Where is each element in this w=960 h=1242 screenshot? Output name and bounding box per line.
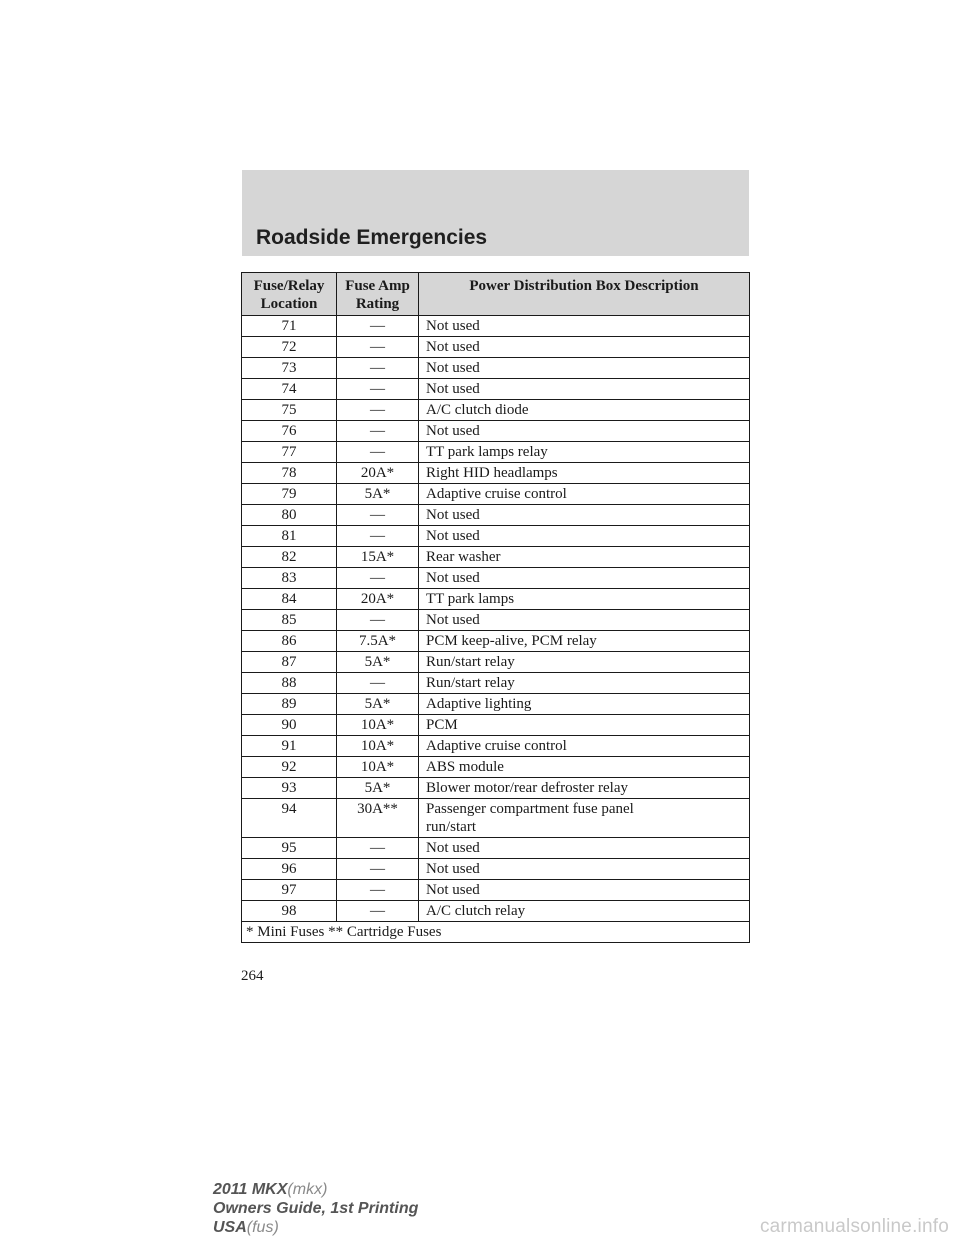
cell-location: 96 xyxy=(242,859,337,880)
cell-description: Not used xyxy=(419,337,750,358)
cell-description: Adaptive cruise control xyxy=(419,736,750,757)
cell-description: Not used xyxy=(419,568,750,589)
cell-location: 77 xyxy=(242,442,337,463)
section-title: Roadside Emergencies xyxy=(256,226,488,249)
table-row xyxy=(242,778,750,799)
table-row xyxy=(242,316,750,337)
table-row xyxy=(242,631,750,652)
cell-amp-rating: 7.5A* xyxy=(337,631,419,652)
cell-location: 93 xyxy=(242,778,337,799)
cell-amp-rating: — xyxy=(337,838,419,859)
cell-amp-rating: — xyxy=(337,316,419,337)
cell-amp-rating: 10A* xyxy=(337,715,419,736)
table-row xyxy=(242,358,750,379)
cell-location: 80 xyxy=(242,505,337,526)
cell-amp-rating: — xyxy=(337,379,419,400)
cell-description: Rear washer xyxy=(419,547,750,568)
cell-description: Passenger compartment fuse panel run/start xyxy=(419,799,750,838)
table-row xyxy=(242,799,750,838)
cell-location: 79 xyxy=(242,484,337,505)
page-number: 264 xyxy=(241,968,264,984)
cell-location: 91 xyxy=(242,736,337,757)
cell-description: Not used xyxy=(419,379,750,400)
table-footnote: * Mini Fuses ** Cartridge Fuses xyxy=(242,922,750,943)
cell-description: PCM xyxy=(419,715,750,736)
cell-location: 75 xyxy=(242,400,337,421)
cell-description: Not used xyxy=(419,859,750,880)
table-row xyxy=(242,694,750,715)
cell-location: 88 xyxy=(242,673,337,694)
cell-location: 84 xyxy=(242,589,337,610)
footnote-row xyxy=(242,922,750,943)
cell-amp-rating: 30A** xyxy=(337,799,419,838)
cell-description: A/C clutch diode xyxy=(419,400,750,421)
table-row xyxy=(242,880,750,901)
cell-amp-rating: — xyxy=(337,442,419,463)
cell-description: Not used xyxy=(419,526,750,547)
cell-amp-rating: 5A* xyxy=(337,778,419,799)
table-row xyxy=(242,400,750,421)
cell-location: 92 xyxy=(242,757,337,778)
cell-description: Not used xyxy=(419,610,750,631)
cell-amp-rating: 15A* xyxy=(337,547,419,568)
cell-amp-rating: — xyxy=(337,901,419,922)
cell-description: Not used xyxy=(419,505,750,526)
watermark: carmanualsonline.info xyxy=(759,1216,949,1237)
table-row xyxy=(242,421,750,442)
cell-location: 74 xyxy=(242,379,337,400)
cell-location: 98 xyxy=(242,901,337,922)
header-description: Power Distribution Box Description xyxy=(419,273,750,316)
table-row xyxy=(242,337,750,358)
footer-line-region: USA(fus) xyxy=(213,1219,279,1236)
table-row xyxy=(242,673,750,694)
fuse-table xyxy=(241,272,750,943)
cell-description: Adaptive lighting xyxy=(419,694,750,715)
cell-amp-rating: — xyxy=(337,358,419,379)
table-row xyxy=(242,610,750,631)
footer-line-printing: Owners Guide, 1st Printing xyxy=(213,1200,419,1217)
cell-amp-rating: — xyxy=(337,526,419,547)
cell-location: 89 xyxy=(242,694,337,715)
cell-location: 73 xyxy=(242,358,337,379)
cell-description: Blower motor/rear defroster relay xyxy=(419,778,750,799)
cell-description: Run/start relay xyxy=(419,673,750,694)
table-row xyxy=(242,547,750,568)
table-row xyxy=(242,757,750,778)
cell-location: 71 xyxy=(242,316,337,337)
cell-description: TT park lamps relay xyxy=(419,442,750,463)
cell-amp-rating: 5A* xyxy=(337,484,419,505)
table-row xyxy=(242,715,750,736)
cell-description: ABS module xyxy=(419,757,750,778)
cell-location: 94 xyxy=(242,799,337,838)
table-row xyxy=(242,859,750,880)
cell-description: Not used xyxy=(419,880,750,901)
table-row xyxy=(242,589,750,610)
cell-amp-rating: 10A* xyxy=(337,736,419,757)
cell-description: Adaptive cruise control xyxy=(419,484,750,505)
table-row xyxy=(242,442,750,463)
cell-amp-rating: — xyxy=(337,610,419,631)
cell-amp-rating: — xyxy=(337,400,419,421)
cell-amp-rating: — xyxy=(337,421,419,442)
cell-amp-rating: — xyxy=(337,337,419,358)
cell-location: 82 xyxy=(242,547,337,568)
cell-amp-rating: — xyxy=(337,673,419,694)
table-row xyxy=(242,568,750,589)
cell-amp-rating: 5A* xyxy=(337,652,419,673)
header-location: Fuse/Relay Location xyxy=(242,273,337,316)
cell-description: Not used xyxy=(419,358,750,379)
table-row xyxy=(242,526,750,547)
table-row xyxy=(242,379,750,400)
cell-amp-rating: — xyxy=(337,859,419,880)
cell-amp-rating: — xyxy=(337,880,419,901)
table-row xyxy=(242,736,750,757)
table-row xyxy=(242,505,750,526)
cell-amp-rating: 10A* xyxy=(337,757,419,778)
cell-location: 83 xyxy=(242,568,337,589)
print-footer xyxy=(213,1180,418,1237)
cell-description: Run/start relay xyxy=(419,652,750,673)
header-amp-rating: Fuse Amp Rating xyxy=(337,273,419,316)
cell-location: 90 xyxy=(242,715,337,736)
footer-line-model: 2011 MKX(mkx) xyxy=(213,1181,328,1198)
cell-amp-rating: — xyxy=(337,568,419,589)
table-row xyxy=(242,484,750,505)
cell-description: Not used xyxy=(419,421,750,442)
cell-description: A/C clutch relay xyxy=(419,901,750,922)
cell-location: 97 xyxy=(242,880,337,901)
cell-description: Not used xyxy=(419,838,750,859)
cell-location: 85 xyxy=(242,610,337,631)
table-row xyxy=(242,901,750,922)
cell-description: PCM keep-alive, PCM relay xyxy=(419,631,750,652)
cell-amp-rating: 5A* xyxy=(337,694,419,715)
cell-amp-rating: 20A* xyxy=(337,463,419,484)
cell-location: 78 xyxy=(242,463,337,484)
cell-description: Not used xyxy=(419,316,750,337)
cell-location: 86 xyxy=(242,631,337,652)
table-header-row xyxy=(242,273,750,316)
cell-amp-rating: — xyxy=(337,505,419,526)
fuse-table-body xyxy=(242,316,750,922)
cell-description: Right HID headlamps xyxy=(419,463,750,484)
table-row xyxy=(242,652,750,673)
cell-location: 87 xyxy=(242,652,337,673)
table-row xyxy=(242,463,750,484)
cell-location: 72 xyxy=(242,337,337,358)
cell-description: TT park lamps xyxy=(419,589,750,610)
table-row xyxy=(242,838,750,859)
cell-location: 81 xyxy=(242,526,337,547)
cell-location: 95 xyxy=(242,838,337,859)
cell-location: 76 xyxy=(242,421,337,442)
cell-amp-rating: 20A* xyxy=(337,589,419,610)
